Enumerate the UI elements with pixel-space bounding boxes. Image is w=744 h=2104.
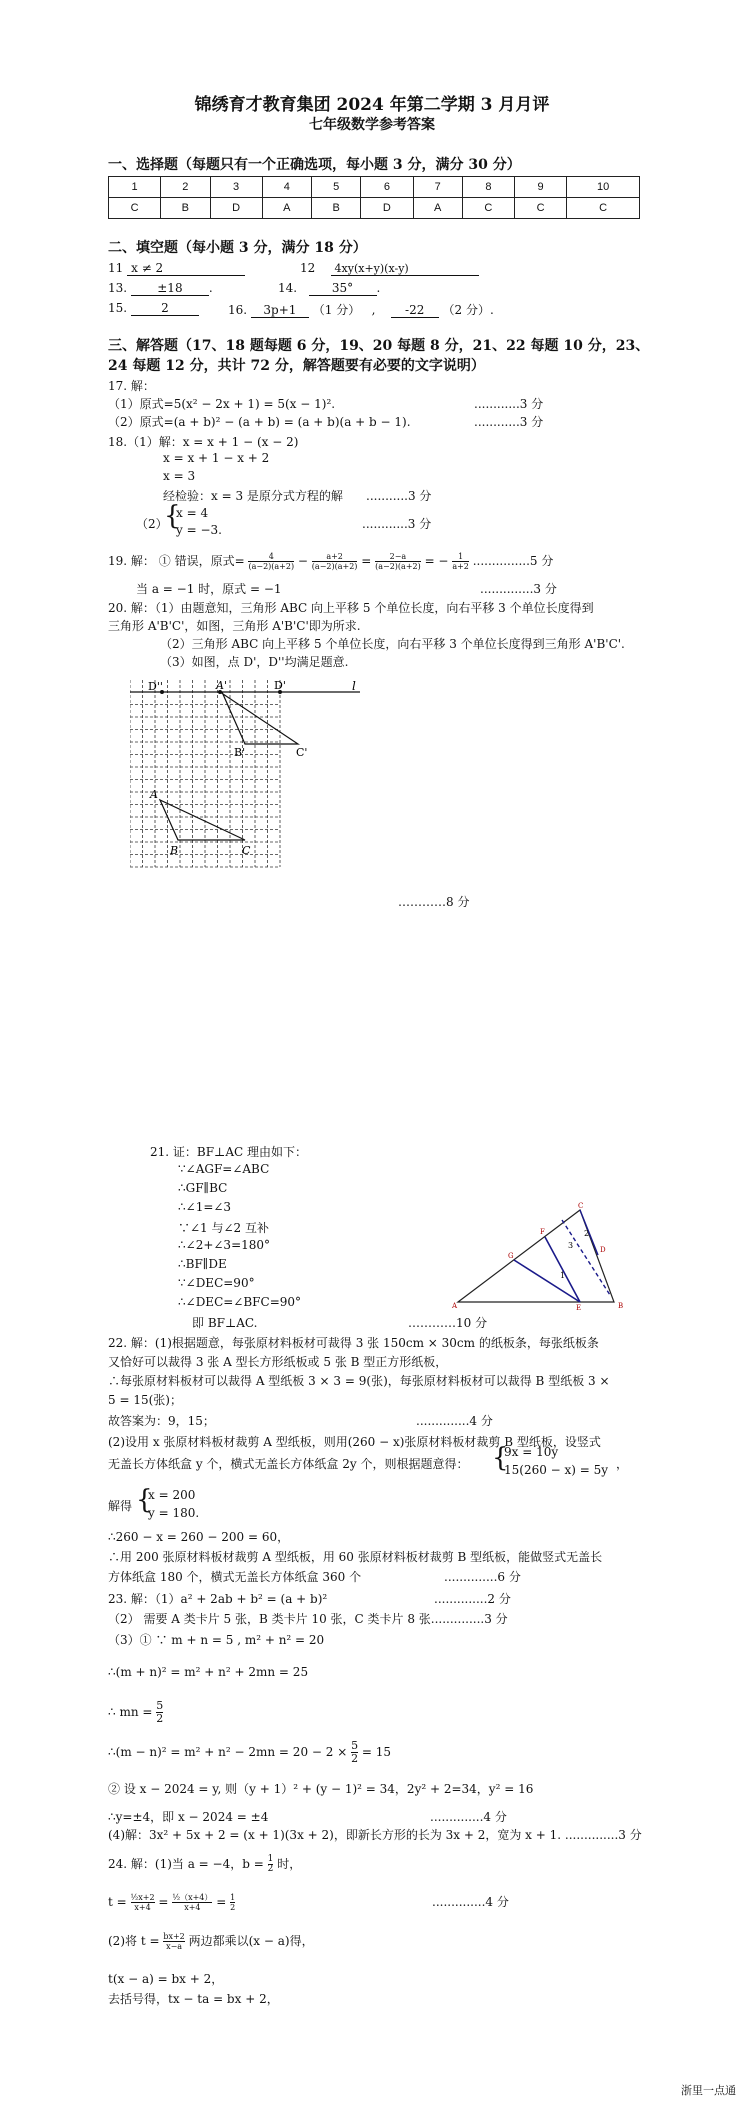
q21-line4: ∴∠1=∠3: [178, 1200, 232, 1214]
q22-line1: 22. 解：(1)根据题意，每张原材料板材可裁得 3 张 150cm × 30cm 的纸板条，每张纸板条: [108, 1336, 599, 1350]
q19-points: ...............5 分: [472, 554, 554, 568]
q19-line2: 当 a = −1 时，原式 = −1: [136, 582, 282, 596]
q24-line5: 去括号得，tx − ta = bx + 2，: [108, 1992, 279, 2006]
q23-line5-frac: [156, 1700, 163, 1725]
fig-label-3: 3: [568, 1241, 574, 1250]
q13: 13. ±18 .: [108, 281, 213, 295]
answer-table-numbers: [109, 177, 640, 198]
q18-sys2: y = −3.: [176, 523, 222, 537]
fig-label-g: G: [508, 1252, 514, 1260]
q24-line1-num: 1: [267, 1854, 274, 1864]
q24-line2-frac1: [131, 1893, 155, 1912]
triangle-translated: [220, 692, 298, 744]
q24-line3-text: (2)将 t =: [108, 1934, 160, 1948]
q19-frac4: [452, 552, 469, 571]
q24-line2-eq1: =: [158, 1895, 169, 1909]
q18-part2: （2）: [136, 517, 168, 531]
answer-table-answer-cell: A: [413, 198, 462, 219]
q13-number: 13.: [108, 281, 128, 295]
label-b: B: [170, 844, 179, 857]
q24-line2-points: ..............4 分: [432, 1895, 509, 1909]
q24-line3-num: bx+2: [163, 1932, 185, 1941]
section3-heading-1: 三、解答题（17、18 题每题 6 分，19、20 每题 8 分，21、22 每题 10 分，23、: [108, 338, 650, 354]
q22-line9: ∴260 − x = 260 − 200 = 60，: [108, 1530, 290, 1544]
fig-label-d: D: [600, 1246, 606, 1254]
q16-points-a: （1 分）: [312, 303, 361, 317]
q21-points: …………10 分: [408, 1316, 488, 1330]
q21-line2: ∵∠AGF=∠ABC: [178, 1162, 270, 1176]
answer-table-answer-cell: B: [312, 198, 361, 219]
q22-line3: ∴每张原材料板材可以裁得 A 型纸板 3 × 3 = 9(张)，每张原材料板材可以裁得 B 型纸板 3 ×: [108, 1374, 610, 1388]
q19-equals: =: [361, 554, 372, 568]
fig-label-1: 1: [560, 1271, 566, 1280]
q19-frac2-den: (a−2)(a+2): [311, 562, 358, 571]
q12-number: 12: [300, 261, 316, 275]
q18-sys1: x = 4: [176, 506, 209, 520]
q22-line5-points: ..............4 分: [416, 1414, 493, 1428]
q19-frac2-num: a+2: [312, 552, 358, 562]
q24-line1: [108, 1855, 301, 1874]
q22-brace-a: {: [492, 1443, 509, 1473]
q21-line8: ∵∠DEC=90°: [178, 1276, 255, 1290]
answer-table-answer-cell: D: [361, 198, 413, 219]
q19-label: 19. 解：: [108, 554, 155, 568]
q22-line7: 无盖长方体纸盒 y 个，横式无盖长方体纸盒 2y 个，则根据题意得：: [108, 1457, 469, 1471]
q21-line9: ∴∠DEC=∠BFC=90°: [178, 1295, 302, 1309]
q19-circle-mark: ①: [158, 554, 171, 568]
q20-line4: （3）如图，点 D'，D''均满足题意.: [160, 655, 349, 669]
label-l: l: [352, 680, 356, 693]
answer-table-number-cell: 5: [312, 177, 361, 198]
fig-label-2: 2: [584, 1229, 590, 1238]
answer-table-number-cell: 3: [210, 177, 262, 198]
answer-table-number-cell: 9: [515, 177, 567, 198]
answer-table-answer-cell: C: [462, 198, 514, 219]
fig-label-e: E: [576, 1304, 582, 1310]
section2-heading: 二、填空题（每小题 3 分，满分 18 分）: [108, 240, 367, 256]
q23-line6-result: = 15: [361, 1745, 392, 1759]
triangle-abc: [458, 1210, 614, 1302]
q23-line6-den: 2: [351, 1752, 359, 1765]
q11-number: 11: [108, 261, 124, 275]
q23-line6-text: ∴(m − n)² = m² + n² − 2mn = 20 − 2 ×: [108, 1745, 348, 1759]
q22-line2: 又恰好可以裁得 3 张 A 型长方形纸板或 5 张 B 型正方形纸板，: [108, 1355, 448, 1369]
q22-line8: 解得: [108, 1499, 133, 1513]
q22-sysB2: y = 180.: [148, 1506, 200, 1520]
q24-line1-frac: [268, 1855, 274, 1874]
q22-line11: 方体纸盒 180 个，横式无盖长方体纸盒 360 个: [108, 1570, 362, 1584]
q20-line2: 三角形 A'B'C'，如图，三角形 A'B'C'即为所求.: [108, 619, 361, 633]
q19-frac1-num: 4: [248, 552, 294, 562]
q21-line6: ∴∠2+∠3=180°: [178, 1238, 271, 1252]
q23-line5-text: ∴ mn =: [108, 1705, 153, 1719]
q22-line11-points: ..............6 分: [444, 1570, 521, 1584]
q23-line6-num: 5: [351, 1739, 359, 1752]
q22-sysA1: 9x = 10y: [504, 1445, 559, 1459]
q24-line2-eq2: =: [216, 1895, 227, 1909]
fig-label-b: B: [618, 1302, 624, 1310]
q24-line3-frac: [163, 1932, 184, 1951]
q16-answer-a: 3p+1: [251, 303, 309, 318]
segment-gf: [514, 1260, 580, 1302]
q19-frac1-den: (a−2)(a+2): [248, 562, 295, 571]
q24-frac3-num: 1: [230, 1893, 236, 1902]
q20-line3: （2）三角形 ABC 向上平移 5 个单位长度，向右平移 3 个单位长度得到三角形 A'B'C'.: [160, 637, 625, 651]
q15-answer: 2: [131, 301, 199, 316]
q22-sysA2: 15(260 − x) = 5y: [504, 1463, 609, 1477]
q24-line2-lhs: t =: [108, 1895, 127, 1909]
q24-frac1-den: x+4: [134, 1903, 151, 1912]
answer-table-answer-cell: A: [262, 198, 311, 219]
q24-line3-den: x−a: [166, 1942, 183, 1951]
q23-line4: ∴(m + n)² = m² + n² + 2mn = 25: [108, 1665, 309, 1679]
q23-line5-den: 2: [156, 1712, 164, 1725]
q23-line2: （2） 需要 A 类卡片 5 张，B 类卡片 10 张，C 类卡片 8 张..............3 分: [108, 1612, 508, 1626]
answer-table-answer-cell: B: [161, 198, 210, 219]
q23-line6: [108, 1740, 391, 1765]
q21-triangle-figure: [450, 1200, 630, 1310]
fig-label-f: F: [540, 1228, 545, 1236]
q17-line1: （1）原式=5(x² − 2x + 1) = 5(x − 1)².: [108, 397, 336, 411]
q14: 14. 35° .: [278, 281, 381, 295]
q19-frac4-den: a+2: [452, 562, 469, 571]
q16-points-b: （2 分）.: [442, 303, 494, 317]
answer-table-answer-cell: D: [210, 198, 262, 219]
segment-bf: [545, 1237, 580, 1302]
q18-line4: 经检验：x = 3 是原分式方程的解: [163, 489, 343, 503]
answer-table-answers: [109, 198, 640, 219]
q24-frac1-num: ½x+2: [130, 1893, 155, 1902]
q24-frac2-num: ½（x+4）: [172, 1893, 213, 1902]
q23-line8-points: ..............4 分: [430, 1810, 507, 1824]
q24-frac3-den: 2: [230, 1903, 236, 1912]
q23-line9: (4)解：3x² + 5x + 2 = (x + 1)(3x + 2)，即新长方形的长为 3x + 2，宽为 x + 1. ..............3 分: [108, 1828, 642, 1842]
q22-brace-b: {: [136, 1485, 153, 1515]
section1-heading: 一、选择题（每题只有一个正确选项，每小题 3 分，满分 30 分）: [108, 157, 521, 173]
answer-table-number-cell: 7: [413, 177, 462, 198]
answer-table-number-cell: 1: [109, 177, 161, 198]
q19-line2-points: ..............3 分: [480, 582, 557, 596]
label-b-prime: B': [234, 746, 246, 759]
q17-line2-points: ............3 分: [474, 415, 544, 429]
q19-line1: [108, 552, 553, 571]
q23-line5: [108, 1700, 163, 1725]
q24-line4: t(x − a) = bx + 2，: [108, 1972, 224, 1986]
q22-sysB1: x = 200: [148, 1488, 196, 1502]
q20-grid-figure: [130, 680, 370, 880]
q15: [108, 301, 199, 316]
q19-frac3-num: 2−a: [375, 552, 421, 562]
q11: [108, 261, 245, 276]
answer-table-number-cell: 8: [462, 177, 514, 198]
q21-line10: 即 BF⊥AC.: [192, 1316, 258, 1330]
answer-table-number-cell: 10: [567, 177, 640, 198]
q19-frac3: [375, 552, 421, 571]
label-c: C: [242, 844, 251, 857]
q18-line3: x = 3: [163, 469, 196, 483]
q23-line1: 23. 解：（1）a² + 2ab + b² = (a + b)²: [108, 1592, 328, 1606]
q16-answer-b: -22: [391, 303, 439, 318]
q22-line5: 故答案为：9，15；: [108, 1414, 215, 1428]
fig-label-a: A: [452, 1302, 458, 1310]
label-a: A: [150, 788, 158, 801]
page-title: 锦绣育才教育集团 2024 年第二学期 3 月月评: [194, 95, 550, 115]
q13-answer: ±18: [131, 281, 209, 296]
q18-line4-points: ...........3 分: [366, 489, 432, 503]
q19-text: 错误，原式=: [174, 554, 245, 568]
page-subtitle: 七年级数学参考答案: [309, 117, 435, 133]
q24-line2-frac2: [172, 1893, 212, 1912]
q21-line5: ∵∠1 与∠2 互补: [178, 1221, 270, 1235]
q17-label: 17. 解：: [108, 379, 155, 393]
answer-table: [108, 176, 640, 219]
fig-label-c: C: [578, 1202, 584, 1210]
answer-table-number-cell: 2: [161, 177, 210, 198]
q23-line1-points: ..............2 分: [434, 1592, 511, 1606]
q22-line6: (2)设用 x 张原材料板材裁剪 A 型纸板，则用(260 − x)张原材料板材裁剪 B 型纸板，设竖式: [108, 1435, 601, 1449]
q24-line3-tail: 两边都乘以(x − a)得，: [188, 1934, 314, 1948]
q15-number: 15.: [108, 301, 128, 315]
q23-line8: ∴y=±4，即 x − 2024 = ±4: [108, 1810, 269, 1824]
q21-line3: ∴GF∥BC: [178, 1181, 228, 1195]
q22-comma: ，: [616, 1457, 629, 1471]
label-c-prime: C': [296, 746, 308, 759]
q14-answer: 35°: [309, 281, 377, 296]
q12-answer: 4xy(x+y)(x-y): [331, 262, 479, 276]
q14-number: 14.: [278, 281, 298, 295]
q12: [300, 261, 479, 276]
q16: 16. 3p+1 （1 分） , -22 （2 分）.: [228, 303, 494, 317]
triangle-original: [160, 800, 245, 840]
answer-table-answer-cell: C: [567, 198, 640, 219]
q17-line1-points: ............3 分: [474, 397, 544, 411]
q19-frac4-num: 1: [452, 552, 469, 562]
q18-brace: {: [164, 501, 181, 531]
q16-number: 16.: [228, 303, 248, 317]
q24-frac2-den: x+4: [184, 1903, 201, 1912]
section3-heading-2: 24 每题 12 分，共计 72 分，解答题要有必要的文字说明）: [108, 358, 485, 374]
q24-line1-text: 24. 解：(1)当 a = −4，b =: [108, 1857, 264, 1871]
label-a-prime: A': [216, 680, 227, 692]
q22-line4: 5 = 15(张)；: [108, 1393, 182, 1407]
q22-line10: ∴用 200 张原材料板材裁剪 A 型纸板，用 60 张原材料板材裁剪 B 型纸板，能做竖式无盖长: [108, 1550, 603, 1564]
q19-frac2: [312, 552, 358, 571]
q24-line1-den: 2: [267, 1864, 274, 1874]
q18-line2: x = x + 1 − x + 2: [163, 451, 270, 465]
label-d-double-prime: D'': [148, 680, 163, 693]
q21-line7: ∴BF∥DE: [178, 1257, 227, 1271]
q21-line1: 21. 证：BF⊥AC 理由如下：: [150, 1145, 307, 1159]
q19-minus: −: [297, 554, 308, 568]
q23-line7: ② 设 x − 2024 = y, 则（y + 1）² + (y − 1)² = 34，2y² + 2=34，y² = 16: [108, 1782, 534, 1796]
q19-frac3-den: (a−2)(a+2): [375, 562, 421, 571]
q23-line3: （3）① ∵ m + n = 5 , m² + n² = 20: [108, 1633, 325, 1647]
answer-table-answer-cell: C: [515, 198, 567, 219]
q24-line3: [108, 1932, 314, 1951]
q18-part2-points: ............3 分: [362, 517, 432, 531]
q24-line2-frac3: [230, 1893, 235, 1912]
answer-table-number-cell: 4: [262, 177, 311, 198]
q17-line2: （2）原式=(a + b)² − (a + b) = (a + b)(a + b − 1).: [108, 415, 411, 429]
q20-line1: 20. 解：（1）由题意知，三角形 ABC 向上平移 5 个单位长度，向右平移 3 个单位长度得到: [108, 601, 594, 615]
q20-points: …………8 分: [398, 895, 470, 909]
q23-line6-frac: [351, 1740, 358, 1765]
q23-line5-num: 5: [156, 1699, 164, 1712]
q19-frac1: [248, 552, 294, 571]
answer-table-number-cell: 6: [361, 177, 413, 198]
q19-equals-neg: = −: [424, 554, 449, 568]
q24-line2: [108, 1893, 235, 1912]
q11-answer: x ≠ 2: [127, 261, 245, 276]
q18-line1: 18.（1）解：x = x + 1 − (x − 2): [108, 435, 299, 449]
footer-watermark: 浙里一点通: [681, 2085, 736, 2097]
q24-line1-tail: 时，: [277, 1857, 302, 1871]
answer-table-answer-cell: C: [109, 198, 161, 219]
label-d-prime: D': [274, 680, 286, 692]
